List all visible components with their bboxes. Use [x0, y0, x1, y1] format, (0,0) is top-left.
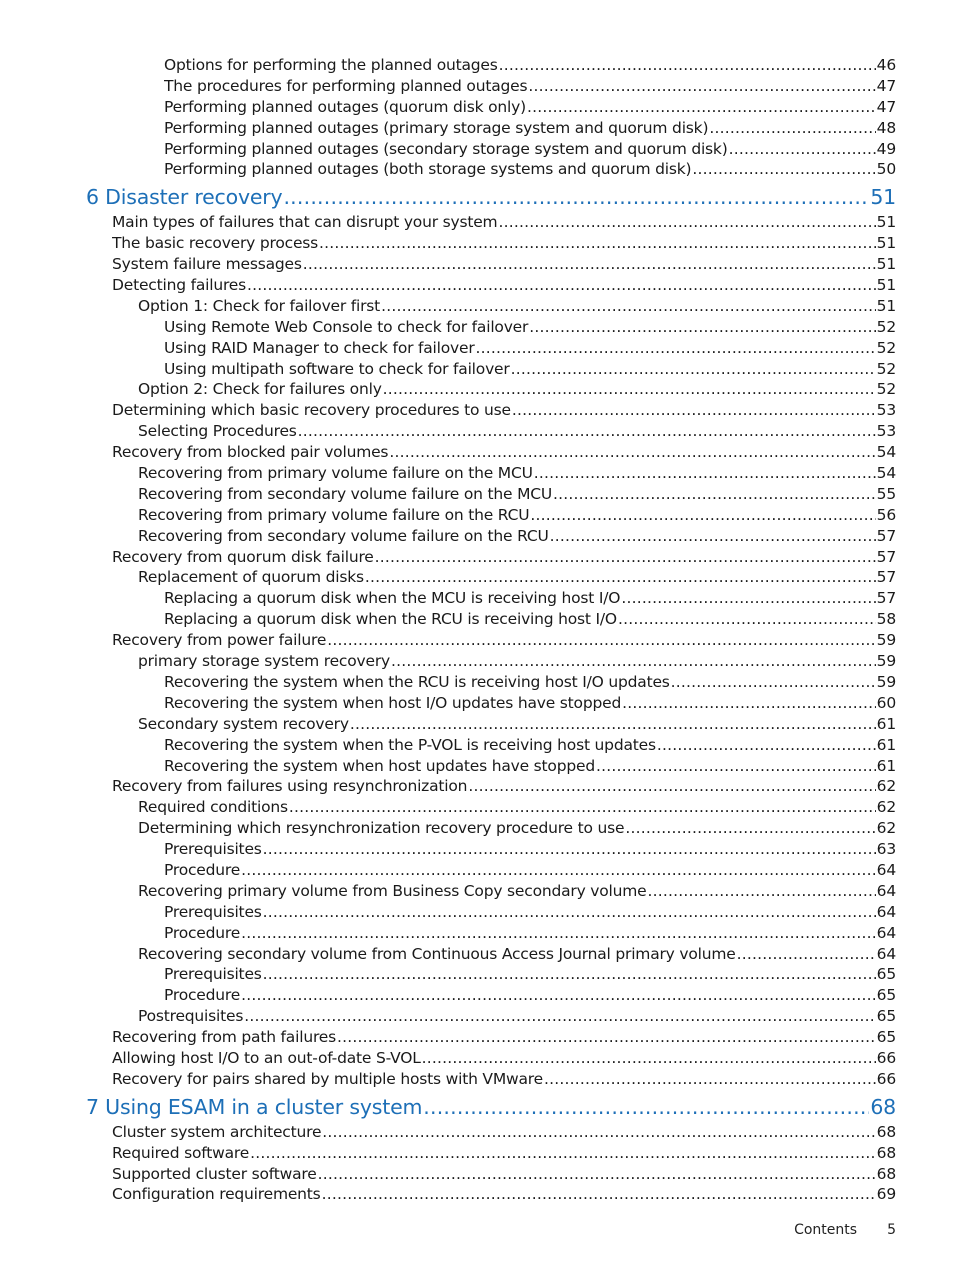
toc-entry-title: Determining which resynchronization recovery procedure to use	[138, 819, 625, 838]
toc-entry-title: Recovering from primary volume failure on the RCU	[138, 505, 530, 524]
toc-entry[interactable]	[112, 400, 954, 421]
toc-entry[interactable]	[138, 818, 954, 839]
toc-entry[interactable]	[138, 526, 954, 547]
toc-entry[interactable]	[164, 338, 954, 359]
table-of-contents	[0, 55, 954, 1205]
toc-entry-page: 61	[876, 756, 896, 775]
toc-entry-page: 64	[876, 902, 896, 921]
toc-entry-title: Procedure	[164, 986, 241, 1005]
dot-leader	[241, 923, 876, 944]
toc-entry-page: 53	[876, 401, 896, 420]
toc-entry-page: 57	[876, 568, 896, 587]
toc-entry-page: 52	[876, 359, 896, 378]
toc-entry-title: Recovering from primary volume failure on the MCU	[138, 464, 533, 483]
toc-entry-page: 55	[876, 484, 896, 503]
toc-entry[interactable]	[164, 756, 954, 777]
toc-entry-page: 50	[876, 160, 896, 179]
toc-entry[interactable]	[164, 139, 954, 160]
toc-entry[interactable]	[138, 505, 954, 526]
toc-entry-title: Main types of failures that can disrupt your system	[112, 213, 498, 232]
toc-entry-title: Recovery from quorum disk failure	[112, 547, 374, 566]
toc-entry[interactable]	[138, 567, 954, 588]
toc-entry-page: 64	[876, 923, 896, 942]
toc-entry[interactable]	[164, 672, 954, 693]
toc-entry-title: Recovering the system when host I/O updates have stopped	[164, 693, 622, 712]
toc-entry-page: 64	[876, 944, 896, 963]
toc-entry-page: 64	[876, 881, 896, 900]
toc-entry-title: Recovering the system when the RCU is receiving host I/O updates	[164, 672, 670, 691]
toc-entry-page: 66	[876, 1069, 896, 1088]
dot-leader	[391, 651, 876, 672]
dot-leader	[263, 902, 876, 923]
toc-entry-title: Recovering secondary volume from Continuous Access Journal primary volume	[138, 944, 736, 963]
toc-chapter-entry[interactable]	[86, 1090, 954, 1122]
toc-entry[interactable]	[164, 985, 954, 1006]
toc-entry[interactable]	[164, 76, 954, 97]
dot-leader	[381, 296, 876, 317]
dot-leader	[365, 567, 876, 588]
dot-leader	[553, 484, 876, 505]
toc-entry-page: 51	[876, 296, 896, 315]
toc-entry-title: Prerequisites	[164, 902, 262, 921]
dot-leader	[527, 97, 876, 118]
dot-leader	[244, 1006, 875, 1027]
toc-entry-title: Using multipath software to check for failover	[164, 359, 510, 378]
toc-entry-title: Replacing a quorum disk when the RCU is receiving host I/O	[164, 610, 617, 629]
dot-leader	[621, 588, 875, 609]
toc-entry-title: primary storage system recovery	[138, 652, 390, 671]
toc-entry-page: 62	[876, 777, 896, 796]
toc-entry[interactable]	[138, 296, 954, 317]
toc-entry-page: 59	[876, 672, 896, 691]
dot-leader	[250, 1143, 876, 1164]
toc-entry[interactable]	[164, 839, 954, 860]
footer-page-number: 5	[887, 1222, 896, 1238]
dot-leader	[737, 944, 876, 965]
toc-entry-title: Procedure	[164, 923, 241, 942]
toc-entry-page: 54	[876, 443, 896, 462]
toc-entry-title: Using RAID Manager to check for failover	[164, 338, 475, 357]
toc-entry-title: Replacement of quorum disks	[138, 568, 364, 587]
toc-entry[interactable]	[112, 1027, 954, 1048]
toc-entry[interactable]	[164, 97, 954, 118]
dot-leader	[283, 182, 869, 212]
toc-entry-title: Recovering the system when the P-VOL is receiving host updates	[164, 735, 656, 754]
dot-leader	[322, 1184, 876, 1205]
toc-entry-page: 68	[876, 1143, 896, 1162]
toc-entry-title: 6 Disaster recovery	[86, 185, 283, 210]
toc-entry[interactable]	[164, 902, 954, 923]
toc-entry-page: 52	[876, 317, 896, 336]
toc-entry-page: 65	[876, 1028, 896, 1047]
toc-entry-title: The basic recovery process	[112, 234, 319, 253]
toc-entry-page: 65	[876, 965, 896, 984]
toc-entry[interactable]	[138, 651, 954, 672]
dot-leader	[625, 818, 875, 839]
toc-entry[interactable]	[112, 1164, 954, 1185]
dot-leader	[692, 159, 875, 180]
toc-entry-page: 60	[876, 693, 896, 712]
toc-entry-title: Prerequisites	[164, 965, 262, 984]
toc-entry-page: 65	[876, 986, 896, 1005]
dot-leader	[241, 985, 876, 1006]
toc-entry-title: Supported cluster software	[112, 1164, 317, 1183]
toc-chapter-entry[interactable]	[86, 180, 954, 212]
toc-entry[interactable]	[164, 923, 954, 944]
toc-entry[interactable]	[164, 693, 954, 714]
toc-entry-page: 51	[876, 255, 896, 274]
toc-entry[interactable]	[164, 359, 954, 380]
dot-leader	[534, 463, 876, 484]
toc-entry-page: 62	[876, 819, 896, 838]
toc-entry-page: 51	[870, 185, 896, 210]
toc-entry-page: 52	[876, 380, 896, 399]
toc-entry-page: 51	[876, 276, 896, 295]
toc-entry-title: Selecting Procedures	[138, 422, 297, 441]
toc-entry-title: Options for performing the planned outages	[164, 56, 498, 74]
toc-entry-page: 61	[876, 714, 896, 733]
toc-entry[interactable]	[164, 588, 954, 609]
toc-entry[interactable]	[112, 1122, 954, 1143]
toc-entry[interactable]	[138, 463, 954, 484]
toc-entry-title: Option 1: Check for failover first	[138, 296, 381, 315]
dot-leader	[289, 797, 876, 818]
toc-entry[interactable]	[112, 1184, 954, 1205]
toc-entry[interactable]	[138, 797, 954, 818]
toc-entry-page: 48	[876, 118, 896, 137]
dot-leader	[468, 776, 875, 797]
dot-leader	[389, 442, 875, 463]
toc-entry-title: Recovery from power failure	[112, 631, 327, 650]
toc-entry-title: System failure messages	[112, 255, 302, 274]
toc-entry-page: 57	[876, 547, 896, 566]
toc-entry-title: Recovering from secondary volume failure on the RCU	[138, 526, 549, 545]
toc-entry[interactable]	[112, 1048, 954, 1069]
dot-leader	[544, 1069, 876, 1090]
toc-entry-title: Procedure	[164, 860, 241, 879]
dot-leader	[298, 421, 876, 442]
toc-entry[interactable]	[138, 1006, 954, 1027]
toc-entry-title: The procedures for performing planned outages	[164, 76, 528, 95]
toc-entry[interactable]	[138, 944, 954, 965]
toc-entry-title: Required software	[112, 1143, 250, 1162]
toc-entry[interactable]	[112, 547, 954, 568]
toc-entry[interactable]	[112, 1069, 954, 1090]
toc-entry-page: 62	[876, 798, 896, 817]
toc-entry[interactable]	[112, 233, 954, 254]
toc-entry-page: 59	[876, 652, 896, 671]
toc-entry[interactable]	[164, 964, 954, 985]
dot-leader	[318, 1164, 876, 1185]
dot-leader	[596, 756, 876, 777]
toc-entry-title: Performing planned outages (primary storage system and quorum disk)	[164, 118, 709, 137]
toc-entry-title: Secondary system recovery	[138, 714, 349, 733]
toc-entry-title: Determining which basic recovery procedures to use	[112, 401, 511, 420]
toc-entry-page: 68	[876, 1164, 896, 1183]
toc-entry-title: Postrequisites	[138, 1007, 244, 1026]
toc-entry-title: Option 2: Check for failures only	[138, 380, 382, 399]
toc-entry-page: 68	[876, 1122, 896, 1141]
toc-entry[interactable]	[112, 1143, 954, 1164]
dot-leader	[671, 672, 876, 693]
toc-entry-title: Recovering from secondary volume failure on the MCU	[138, 484, 553, 503]
page-footer	[794, 1222, 896, 1238]
toc-entry[interactable]	[112, 630, 954, 651]
toc-entry-title: Detecting failures	[112, 276, 247, 295]
toc-entry-page: 57	[876, 526, 896, 545]
toc-entry[interactable]	[164, 118, 954, 139]
dot-leader	[350, 714, 876, 735]
toc-entry-title: Performing planned outages (secondary storage system and quorum disk)	[164, 139, 728, 158]
toc-entry-page: 54	[876, 464, 896, 483]
toc-entry-title: Recovery from blocked pair volumes	[112, 443, 389, 462]
toc-entry-page: 47	[876, 76, 896, 95]
dot-leader	[423, 1092, 869, 1122]
toc-entry-title: Required conditions	[138, 798, 288, 817]
toc-entry-title: Replacing a quorum disk when the MCU is receiving host I/O	[164, 589, 621, 608]
toc-entry[interactable]	[164, 609, 954, 630]
toc-entry-title: Recovering the system when host updates have stopped	[164, 756, 595, 775]
toc-entry[interactable]	[112, 254, 954, 275]
toc-entry[interactable]	[112, 275, 954, 296]
toc-entry-page: 66	[876, 1048, 896, 1067]
toc-entry-page: 57	[876, 589, 896, 608]
dot-leader	[247, 275, 876, 296]
dot-leader	[550, 526, 876, 547]
dot-leader	[530, 505, 875, 526]
dot-leader	[512, 400, 876, 421]
toc-entry[interactable]	[112, 212, 954, 233]
toc-entry-title: Prerequisites	[164, 840, 262, 859]
toc-entry-page: 68	[870, 1094, 896, 1119]
dot-leader	[422, 1048, 876, 1069]
dot-leader	[499, 55, 876, 76]
toc-entry[interactable]	[138, 714, 954, 735]
toc-entry-title: Recovering from path failures	[112, 1028, 336, 1047]
toc-entry-title: Performing planned outages (both storage systems and quorum disk)	[164, 160, 692, 179]
toc-entry-title: Using Remote Web Console to check for failover	[164, 317, 529, 336]
dot-leader	[648, 881, 876, 902]
dot-leader	[263, 964, 876, 985]
toc-entry-page: 52	[876, 338, 896, 357]
dot-leader	[322, 1122, 875, 1143]
toc-entry-page: 63	[876, 840, 896, 859]
toc-entry[interactable]	[164, 55, 954, 76]
dot-leader	[511, 359, 876, 380]
dot-leader	[327, 630, 875, 651]
dot-leader	[263, 839, 876, 860]
toc-entry-page: 65	[876, 1007, 896, 1026]
dot-leader	[375, 547, 876, 568]
toc-entry[interactable]	[164, 860, 954, 881]
toc-entry-title: Configuration requirements	[112, 1185, 321, 1204]
toc-entry-page: 47	[876, 97, 896, 116]
dot-leader	[383, 379, 876, 400]
toc-entry-title: Performing planned outages (quorum disk only)	[164, 97, 526, 116]
dot-leader	[319, 233, 876, 254]
toc-entry-title: Allowing host I/O to an out-of-date S-VOL	[112, 1048, 421, 1067]
toc-entry[interactable]	[112, 442, 954, 463]
toc-entry-page: 58	[876, 610, 896, 629]
dot-leader	[709, 118, 875, 139]
toc-entry-page: 69	[876, 1185, 896, 1204]
toc-entry[interactable]	[138, 421, 954, 442]
dot-leader	[729, 139, 876, 160]
dot-leader	[241, 860, 876, 881]
toc-entry-page: 53	[876, 422, 896, 441]
dot-leader	[657, 735, 876, 756]
toc-entry-title: 7 Using ESAM in a cluster system	[86, 1094, 423, 1119]
toc-entry[interactable]	[138, 484, 954, 505]
footer-section-label: Contents	[794, 1222, 858, 1238]
dot-leader	[528, 76, 875, 97]
toc-entry-page: 56	[876, 505, 896, 524]
toc-entry-page: 51	[876, 213, 896, 232]
toc-entry[interactable]	[164, 735, 954, 756]
toc-entry-page: 51	[876, 234, 896, 253]
dot-leader	[622, 693, 876, 714]
toc-entry-page: 46	[876, 56, 896, 74]
toc-entry-title: Recovering primary volume from Business Copy secondary volume	[138, 881, 647, 900]
dot-leader	[618, 609, 876, 630]
toc-entry-title: Cluster system architecture	[112, 1122, 322, 1141]
toc-entry-page: 64	[876, 860, 896, 879]
toc-entry-page: 61	[876, 735, 896, 754]
toc-entry[interactable]	[138, 881, 954, 902]
toc-entry-page: 59	[876, 631, 896, 650]
dot-leader	[476, 338, 876, 359]
dot-leader	[303, 254, 876, 275]
dot-leader	[337, 1027, 876, 1048]
toc-entry[interactable]	[164, 317, 954, 338]
toc-entry-title: Recovery from failures using resynchronization	[112, 777, 468, 796]
toc-entry[interactable]	[138, 379, 954, 400]
toc-entry[interactable]	[164, 159, 954, 180]
toc-entry-page: 49	[876, 139, 896, 158]
dot-leader	[498, 212, 875, 233]
toc-entry-title: Recovery for pairs shared by multiple hosts with VMware	[112, 1069, 543, 1088]
dot-leader	[529, 317, 875, 338]
toc-entry[interactable]	[112, 776, 954, 797]
